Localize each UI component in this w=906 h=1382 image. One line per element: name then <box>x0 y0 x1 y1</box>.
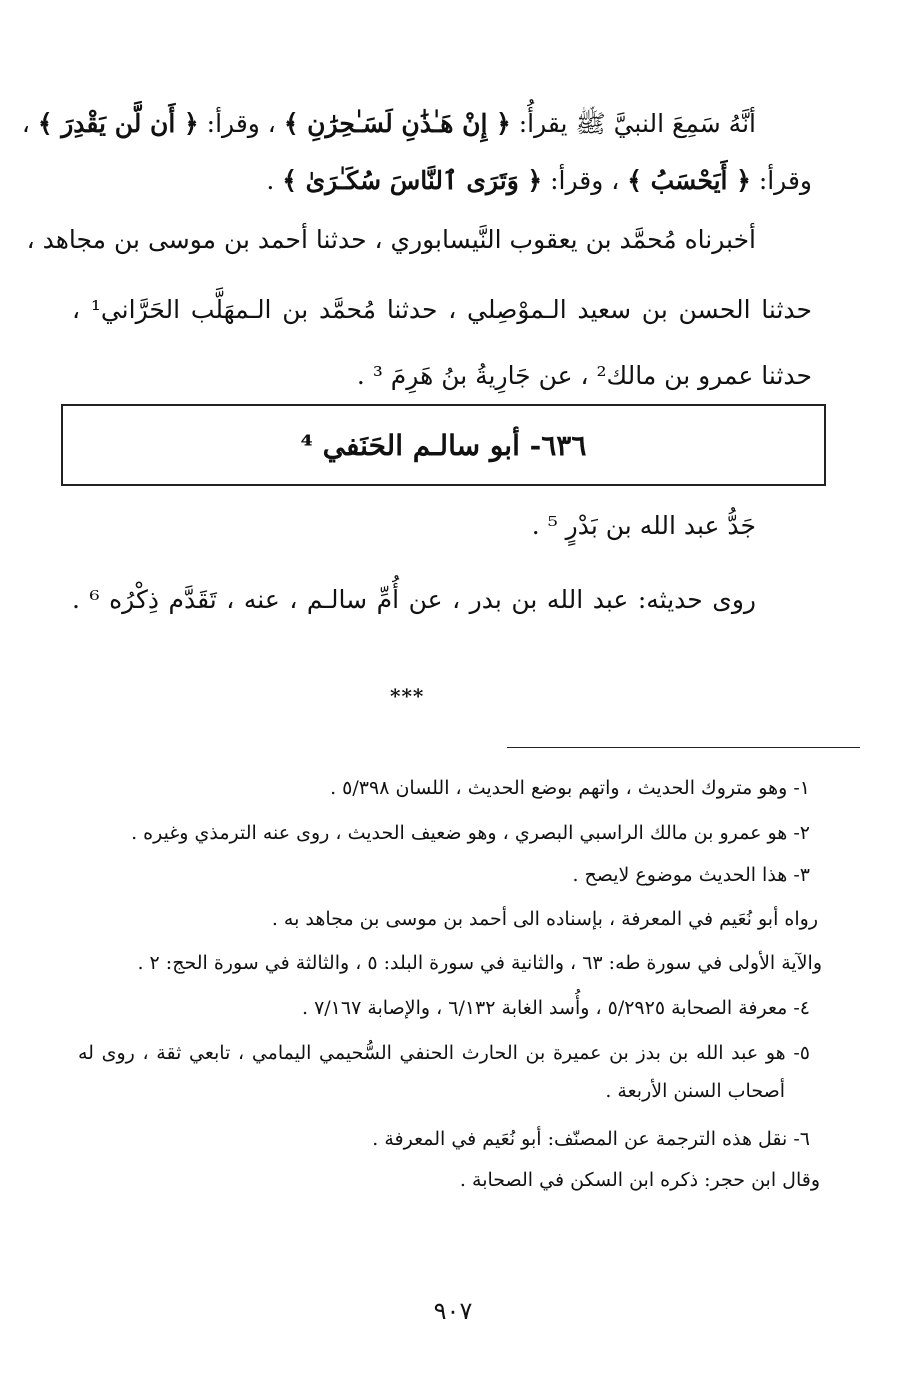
body-line-5: حدثنا عمرو بن مالك² ، عن جَارِيةُ بنُ هَرِمَ ³ . <box>356 361 812 390</box>
entry-line-1: جَدُّ عبد الله بن بَدْرٍ ⁵ . <box>531 511 756 540</box>
footnote-5-cont: أصحاب السنن الأربعة . <box>605 1080 785 1102</box>
quran-quote: ﴿ إِنْ هَـٰذَٰنِ لَسَـٰحِرَٰنِ ﴾ <box>283 109 511 138</box>
footnote-2: ٢- هو عمرو بن مالك الراسبي البصري ، وهو ضعيف الحديث ، روى عنه الترمذي وغيره . <box>131 822 810 844</box>
entry-heading-box <box>61 404 826 486</box>
body-text: ، وقرأ: <box>550 166 620 195</box>
entry-title: ٦٣٦- أبو سالـم الحَنَفي ⁴ <box>300 429 587 462</box>
footnote-rule <box>507 747 860 748</box>
footnote-3: ٣- هذا الحديث موضوع لايصح . <box>572 864 810 886</box>
body-text: ، وقرأ: <box>206 109 276 138</box>
body-line-1 <box>21 104 756 144</box>
quran-quote: ﴿ وَتَرَى ٱلنَّاسَ سُكَـٰرَىٰ ﴾ <box>282 166 543 195</box>
footnote-5: ٥- هو عبد الله بن بدز بن عميرة بن الحارث الحنفي السُّحيمي اليمامي ، تابعي ثقة ، روى له <box>78 1042 810 1064</box>
footnote-3-cont: رواه أبو نُعَيم في المعرفة ، بإسناده الى أحمد بن موسى بن مجاهد به . <box>271 908 818 930</box>
body-text: . <box>266 166 275 195</box>
section-separator: *** <box>390 684 425 708</box>
body-line-3: أخبرناه مُحمَّد بن يعقوب النَّيسابوري ، حدثنا أحمد بن موسى بن مجاهد ، <box>26 225 756 254</box>
quran-quote: ﴿ أَيَحْسَبُ ﴾ <box>627 166 751 195</box>
footnote-6: ٦- نقل هذه الترجمة عن المصنّف: أبو نُعَيم في المعرفة . <box>372 1128 810 1150</box>
entry-line-2: روى حديثه: عبد الله بن بدر ، عن أُمِّ سالـم ، عنه ، تَقَدَّم ذِكْرُه ⁶ . <box>72 585 756 614</box>
quran-quote: ﴿ أَن لَّن يَقْدِرَ ﴾ <box>37 109 199 138</box>
footnote-1: ١- وهو متروك الحديث ، واتهم بوضع الحديث ، اللسان ٥/٣٩٨ . <box>330 777 810 799</box>
footnote-3-ayat: والآية الأولى في سورة طه: ٦٣ ، والثانية في سورة البلد: ٥ ، والثالثة في سورة الحج: ٢ . <box>137 952 822 974</box>
body-line-4: حدثنا الحسن بن سعيد الـموْصِلي ، حدثنا مُحمَّد بن الـمهَلَّب الحَرَّاني¹ ، <box>72 295 812 324</box>
body-text: أنَّهُ سَمِعَ النبيَّ ﷺ يقرأُ: <box>518 109 756 138</box>
body-text: ، <box>21 109 30 138</box>
page-number: ٩٠٧ <box>433 1297 473 1325</box>
body-text: وقرأ: <box>758 166 812 195</box>
footnote-6-cont: وقال ابن حجر: ذكره ابن السكن في الصحابة . <box>459 1169 820 1191</box>
footnote-4: ٤- معرفة الصحابة ٥/٢٩٢٥ ، وأُسد الغابة ٦/١٣٢ ، والإصابة ٧/١٦٧ . <box>301 997 810 1019</box>
body-line-2 <box>266 161 812 201</box>
